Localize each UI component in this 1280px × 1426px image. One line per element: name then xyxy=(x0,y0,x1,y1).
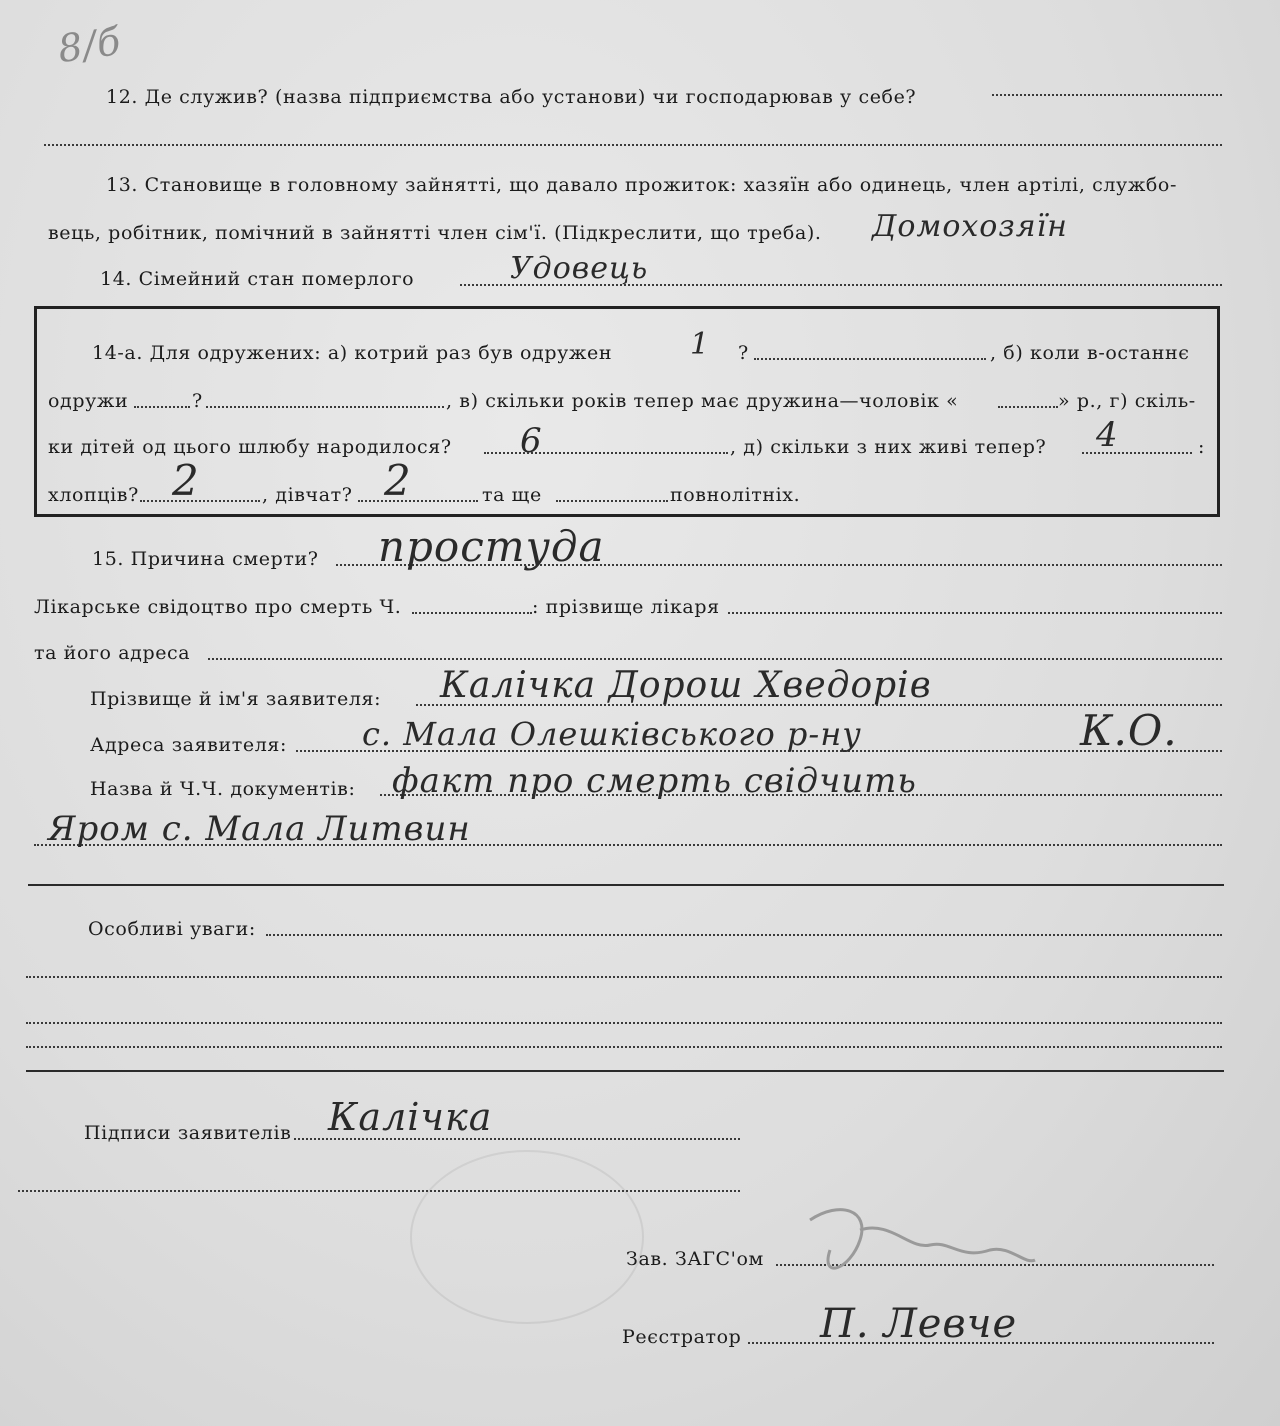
q14a-line4-dots-b xyxy=(358,500,478,502)
divider-2 xyxy=(26,1070,1224,1072)
q14a-line3-dots-a xyxy=(484,452,728,454)
registrar-signature: П. Левче xyxy=(820,1301,1018,1347)
q14a-line2-q: ? xyxy=(192,390,203,412)
q14a-line4-dots-c xyxy=(556,500,668,502)
q14a-line2-c: » р., г) скіль- xyxy=(1058,390,1196,412)
q14a-line3-answer: 6 xyxy=(520,421,543,461)
q14a-line3-b: , д) скільки з них живі тепер? xyxy=(730,436,1047,458)
remarks-line-2 xyxy=(26,976,1222,978)
doctor-name-line xyxy=(728,612,1222,614)
signatures-label: Підписи заявителів xyxy=(84,1122,292,1144)
q14a-boys-answer: 2 xyxy=(172,456,200,505)
q14a-girls-answer: 2 xyxy=(384,456,412,505)
doctor-label: Лікарське свідоцтво про смерть Ч. xyxy=(34,596,402,618)
q14a-line2-dots-a xyxy=(134,406,190,408)
faded-stamp xyxy=(410,1150,644,1324)
q14a-line1-dots xyxy=(754,358,986,360)
q14-answer: Удовець xyxy=(510,251,649,286)
q15-answer: простуда xyxy=(378,522,605,571)
q14a-line1-b: , б) коли в-останнє xyxy=(990,342,1190,364)
address-label: та його адреса xyxy=(34,642,191,664)
q14a-line2-label: одружи xyxy=(48,390,129,412)
remarks-label: Особливі уваги: xyxy=(88,918,256,940)
q13-answer: Домохозяїн xyxy=(872,209,1068,244)
q15-label: 15. Причина смерти? xyxy=(92,548,319,570)
head-signature-scribble xyxy=(800,1190,1040,1300)
q14a-line2-dots-b xyxy=(206,406,444,408)
signatures-value: Калічка xyxy=(328,1095,493,1139)
remarks-line-1 xyxy=(266,934,1222,936)
q14a-line1-q: ? xyxy=(738,342,749,364)
doctor-number-line xyxy=(412,612,532,614)
q12-label: 12. Де служив? (назва підприємства або установи) чи господарював у себе? xyxy=(106,86,917,108)
margin-note: 8/б xyxy=(55,18,124,72)
q14a-line4-b: , дівчат? xyxy=(262,484,353,506)
registrar-label: Реєстратор xyxy=(622,1326,742,1348)
q14a-line4-dots-a xyxy=(140,500,260,502)
q14a-line4-label: хлопців? xyxy=(48,484,139,506)
zags-head-label: Зав. ЗАГС'ом xyxy=(626,1248,764,1270)
applicant-name-label: Прізвище й ім'я заявителя: xyxy=(90,688,382,710)
q14a-line4-d: повнолітніх. xyxy=(670,484,801,506)
divider-1 xyxy=(28,884,1224,886)
q14a-line3-answer-2: 4 xyxy=(1096,415,1119,455)
applicant-address-label: Адреса заявителя: xyxy=(90,734,287,756)
documents-label: Назва й Ч.Ч. документів: xyxy=(90,778,356,800)
q14a-line4-c: та ще xyxy=(482,484,542,506)
remarks-line-3 xyxy=(26,1022,1222,1024)
q13-line1: 13. Становище в головному зайнятті, що давало прожиток: хазяїн або одинець, член артілі, службо- xyxy=(106,174,1177,196)
q14a-line1-answer: 1 xyxy=(690,327,711,362)
q14a-line3-dots-b xyxy=(1082,452,1192,454)
remarks-line-4 xyxy=(26,1046,1222,1048)
signatures-line-2 xyxy=(18,1190,740,1192)
q14a-line1-label: 14-а. Для одружених: а) котрий раз був одружен xyxy=(92,342,613,364)
applicant-address-tail: К.О. xyxy=(1080,706,1178,755)
applicant-address-value: с. Мала Олешківського р-ну xyxy=(362,715,862,753)
q14a-line2-b: , в) скільки років тепер має дружина—чоловік « xyxy=(446,390,959,412)
address-line xyxy=(208,658,1222,660)
q13-line2: вець, робітник, помічний в зайнятті член сім'ї. (Підкреслити, що треба). xyxy=(48,222,822,244)
documents-value-2: Яром с. Мала Литвин xyxy=(48,809,471,849)
doctor-label-2: : прізвище лікаря xyxy=(532,596,720,618)
q12-answer-line xyxy=(992,94,1222,96)
q14a-line3-label: ки дітей од цього шлюбу народилося? xyxy=(48,436,452,458)
documents-value: факт про смерть свідчить xyxy=(392,761,917,801)
q14a-line3-c: : xyxy=(1198,436,1206,458)
applicant-name-value: Калічка Дорош Хведорів xyxy=(440,665,932,706)
q14a-line2-dots-c xyxy=(998,406,1058,408)
q14-label: 14. Сімейний стан померлого xyxy=(100,268,415,290)
q12-answer-line-2 xyxy=(44,144,1222,146)
